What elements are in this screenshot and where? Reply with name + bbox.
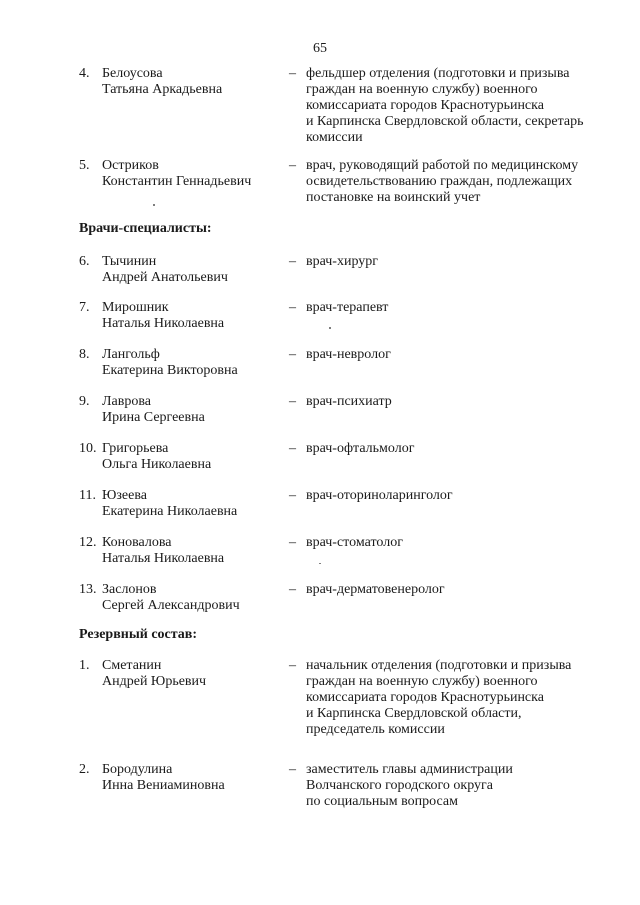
member-name <box>102 300 282 332</box>
role-line: врач-невролог <box>306 347 391 362</box>
dash: – <box>289 66 296 81</box>
member-role <box>306 394 616 410</box>
item-number: 2. <box>79 762 90 777</box>
role-line: комиссии <box>306 130 363 145</box>
item-number: 7. <box>79 300 90 315</box>
given-names: Наталья Николаевна <box>102 551 225 566</box>
item-number: 6. <box>79 254 90 269</box>
role-line: врач, руководящий работой по медицинскому <box>306 158 579 173</box>
dash: – <box>289 535 296 550</box>
role-line: и Карпинска Свердловской области, секретарь <box>306 114 584 129</box>
dash: – <box>289 347 296 362</box>
role-line: комиссариата городов Краснотурьинска <box>306 690 544 705</box>
given-names: Ирина Сергеевна <box>102 410 205 425</box>
given-names: Константин Геннадьевич <box>102 174 252 189</box>
role-line: фельдшер отделения (подготовки и призыва <box>306 66 570 81</box>
dash: – <box>289 658 296 673</box>
item-number: 4. <box>79 66 90 81</box>
dash: – <box>289 762 296 777</box>
dash: – <box>289 582 296 597</box>
member-role <box>306 762 616 810</box>
item-number: 13. <box>79 582 97 597</box>
role-line: Волчанского городского округа <box>306 778 493 793</box>
section-heading-specialists: Врачи-специалисты: <box>79 221 212 236</box>
item-number: 10. <box>79 441 97 456</box>
given-names: Татьяна Аркадьевна <box>102 82 223 97</box>
page-number: 65 <box>313 41 327 56</box>
member-role <box>306 300 616 316</box>
item-number: 11. <box>79 488 96 503</box>
surname: Остриков <box>102 158 159 173</box>
member-role <box>306 535 616 551</box>
scan-speck <box>329 327 331 329</box>
surname: Юзеева <box>102 488 147 503</box>
given-names: Сергей Александрович <box>102 598 240 613</box>
member-role <box>306 347 616 363</box>
role-line: постановке на воинский учет <box>306 190 481 205</box>
dash: – <box>289 158 296 173</box>
role-line: врач-терапевт <box>306 300 389 315</box>
given-names: Андрей Юрьевич <box>102 674 207 689</box>
scan-speck <box>153 204 155 206</box>
surname: Григорьева <box>102 441 169 456</box>
surname: Белоусова <box>102 66 163 81</box>
role-line: комиссариата городов Краснотурьинска <box>306 98 544 113</box>
member-name <box>102 158 282 190</box>
member-name <box>102 254 282 286</box>
surname: Заслонов <box>102 582 157 597</box>
role-line: врач-стоматолог <box>306 535 403 550</box>
role-line: врач-дерматовенеролог <box>306 582 445 597</box>
dash: – <box>289 441 296 456</box>
item-number: 12. <box>79 535 97 550</box>
item-number: 5. <box>79 158 90 173</box>
member-name <box>102 535 282 567</box>
section-heading-reserve: Резервный состав: <box>79 627 198 642</box>
surname: Сметанин <box>102 658 162 673</box>
role-line: освидетельствованию граждан, подлежащих <box>306 174 573 189</box>
member-name <box>102 347 282 379</box>
item-number: 1. <box>79 658 90 673</box>
role-line: начальник отделения (подготовки и призыва <box>306 658 572 673</box>
role-line: врач-психиатр <box>306 394 392 409</box>
member-name <box>102 394 282 426</box>
member-name <box>102 66 282 98</box>
member-role <box>306 582 616 598</box>
role-line: врач-офтальмолог <box>306 441 415 456</box>
given-names: Екатерина Викторовна <box>102 363 238 378</box>
member-role <box>306 66 616 146</box>
given-names: Ольга Николаевна <box>102 457 212 472</box>
role-line: врач-хирург <box>306 254 379 269</box>
dash: – <box>289 300 296 315</box>
role-line: и Карпинска Свердловской области, <box>306 706 522 721</box>
member-name <box>102 582 282 614</box>
role-line: граждан на военную службу) военного <box>306 674 538 689</box>
item-number: 9. <box>79 394 90 409</box>
given-names: Екатерина Николаевна <box>102 504 238 519</box>
dash: – <box>289 394 296 409</box>
dash: – <box>289 488 296 503</box>
scan-speck <box>319 563 321 564</box>
member-role <box>306 658 616 738</box>
role-line: председатель комиссии <box>306 722 445 737</box>
surname: Тычинин <box>102 254 157 269</box>
surname: Коновалова <box>102 535 172 550</box>
surname: Лаврова <box>102 394 151 409</box>
role-line: по социальным вопросам <box>306 794 458 809</box>
member-name <box>102 488 282 520</box>
role-line: заместитель главы администрации <box>306 762 513 777</box>
role-line: граждан на военную службу) военного <box>306 82 538 97</box>
member-role <box>306 254 616 270</box>
member-name <box>102 762 282 794</box>
member-role <box>306 488 616 504</box>
item-number: 8. <box>79 347 90 362</box>
dash: – <box>289 254 296 269</box>
member-name <box>102 441 282 473</box>
given-names: Наталья Николаевна <box>102 316 225 331</box>
surname: Мирошник <box>102 300 169 315</box>
given-names: Андрей Анатольевич <box>102 270 228 285</box>
member-name <box>102 658 282 690</box>
role-line: врач-оториноларинголог <box>306 488 453 503</box>
member-role <box>306 158 616 206</box>
member-role <box>306 441 616 457</box>
surname: Бородулина <box>102 762 173 777</box>
surname: Лангольф <box>102 347 160 362</box>
given-names: Инна Вениаминовна <box>102 778 225 793</box>
